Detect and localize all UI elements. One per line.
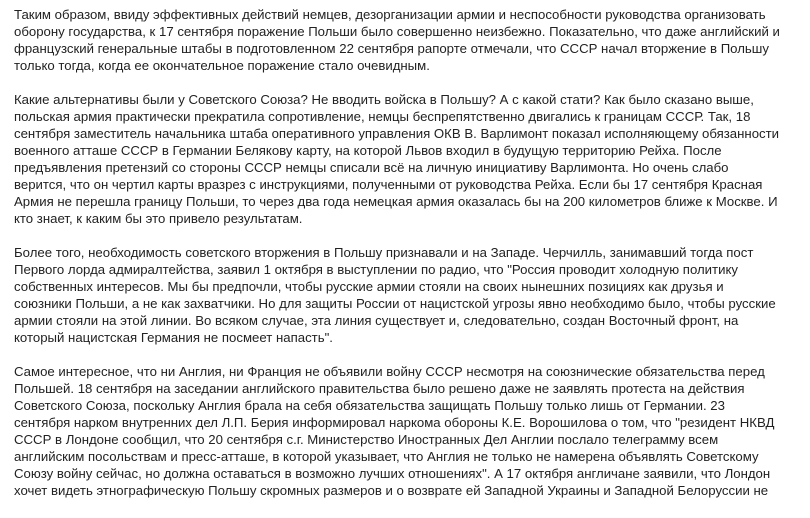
text-line: сентября нарком внутренних дел Л.П. Берия информировал наркома обороны К.Е. Ворошилова о том, что "резидент НКВД	[14, 415, 775, 430]
text-line: Таким образом, ввиду эффективных действий немцев, дезорганизации армии и неспособности руководства организовать	[14, 7, 766, 22]
text-line: оборону государства, к 17 сентября поражение Польши было совершенно неизбежно. Показательно, что даже английский и	[14, 24, 780, 39]
text-line: который нацистская Германия не посмеет напасть".	[14, 330, 333, 345]
paragraph-3	[14, 244, 800, 346]
text-line: союзники Польши, а не как захватчики. Но для защиты России от нацистской угрозы явно необходимо было, чтобы русские	[14, 296, 776, 311]
text-line: предъявления претензий со стороны СССР немцы списали всё на личную инициативу Варлимонта. Но очень слабо	[14, 160, 729, 175]
paragraph-2	[14, 91, 800, 227]
text-line: военного атташе СССР в Германии Белякову карту, на которой Львов входил в будущую территорию Рейха. После	[14, 143, 722, 158]
text-line: СССР в Лондоне сообщил, что 20 сентября с.г. Министерство Иностранных Дел Англии послало телеграмму всем	[14, 432, 719, 447]
text-line: Более того, необходимость советского вторжения в Польшу признавали и на Западе. Черчилль, занимавший тогда пост	[14, 245, 754, 260]
text-line: сентября заместитель начальника штаба оперативного управления ОКВ В. Варлимонт показал исполняющему обязанности	[14, 126, 780, 141]
text-line: английским посольствам и пресс-атташе, в которой указывает, что Англия не только не намерена объявлять Советскому	[14, 449, 759, 464]
text-line: армии стояли на этой линии. Во всяком случае, эта линия существует и, следовательно, создан Восточный фронт, на	[14, 313, 739, 328]
text-line: Какие альтернативы были у Советского Союза? Не вводить войска в Польшу? А с какой стати? Как было сказано выше,	[14, 92, 754, 107]
text-line: собственных интересов. Мы бы предпочли, чтобы русские армии стояли на своих нынешних позициях как друзья и	[14, 279, 724, 294]
text-line: Польшей. 18 сентября на заседании английского правительства было решено даже не заявлять протеста на действия	[14, 381, 745, 396]
text-line: только тогда, когда ее окончательное поражение стало очевидным.	[14, 58, 430, 73]
text-line: Советского Союза, поскольку Англия брала на себя обязательства защищать Польшу только лишь от Германии. 23	[14, 398, 725, 413]
paragraph-4	[14, 363, 800, 499]
text-line: французский генеральные штабы в подготовленном 22 сентября рапорте отмечали, что СССР начал вторжение в Польшу	[14, 41, 769, 56]
text-line: польская армия практически прекратила сопротивление, немцы беспрепятственно двигались к границам СССР. Так, 18	[14, 109, 751, 124]
article-body	[14, 6, 800, 516]
text-line: Союзу войну сейчас, но должна оставаться в возможно лучших отношениях". А 17 октября англичане заявили, что Лондон	[14, 466, 771, 481]
text-line: Самое интересное, что ни Англия, ни Франция не объявили войну СССР несмотря на союзнические обязательства перед	[14, 364, 765, 379]
text-line: хочет видеть этнографическую Польшу скромных размеров и о возврате ей Западной Украины и Западной Белоруссии не	[14, 483, 769, 498]
paragraph-1	[14, 6, 800, 74]
text-line: Армия не перешла границу Польши, то через два года немецкая армия оказалась бы на 200 километров ближе к Москве. И	[14, 194, 778, 209]
text-line: кто знает, к каким бы это привело результатам.	[14, 211, 303, 226]
text-line: Первого лорда адмиралтейства, заявил 1 октября в выступлении по радио, что "Россия проводит холодную политику	[14, 262, 738, 277]
text-line: верится, что он чертил карты вразрез с инструкциями, полученными от руководства Рейха. Если бы 17 сентября Красная	[14, 177, 763, 192]
